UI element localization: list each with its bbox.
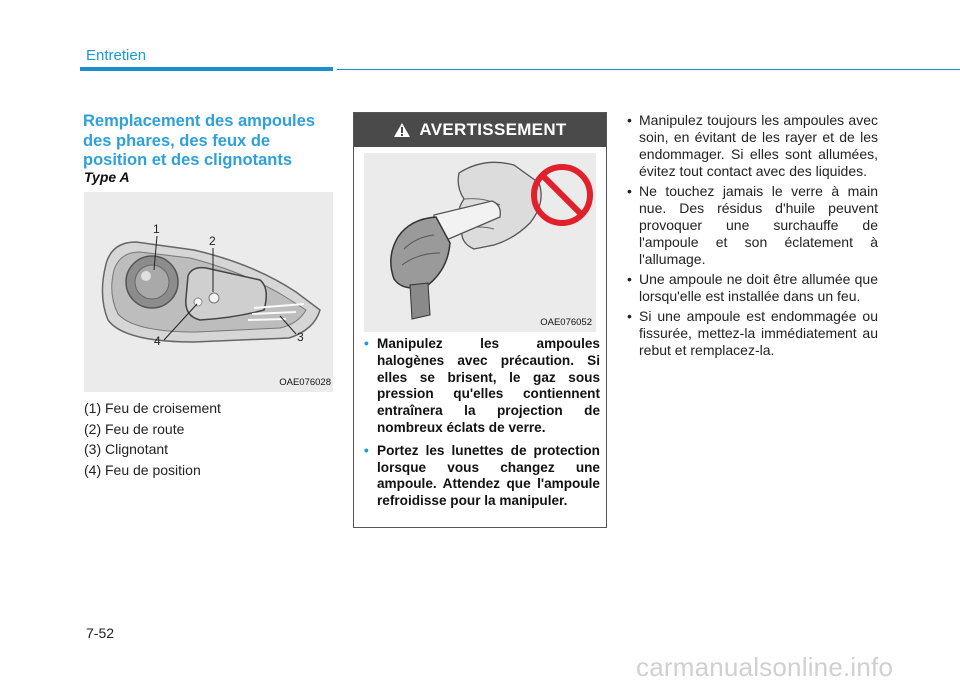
headlamp-figure (84, 192, 333, 392)
figure-code: OAE076052 (540, 317, 592, 328)
section-header: Entretien (86, 47, 147, 64)
legend-item: (3) Clignotant (84, 441, 169, 457)
warning-triangle-icon (393, 122, 411, 138)
precautions-list (626, 112, 878, 362)
bullet-icon: • (627, 112, 632, 128)
precaution-item (626, 308, 878, 359)
precaution-item (626, 183, 878, 268)
bullet-icon: • (627, 271, 632, 287)
legend-item: (2) Feu de route (84, 420, 185, 437)
header-rule (337, 69, 960, 70)
page-number: 7-52 (86, 625, 115, 641)
warning-list (364, 336, 600, 516)
warning-box (353, 112, 607, 528)
precaution-text: Manipulez toujours les ampoules avec soin, en évitant de les rayer et de les endommager. Si elles sont allumées, évitez tout contact avec des liquides. (639, 112, 878, 179)
legend-item: (1) Feu de croisement (84, 400, 221, 416)
header-rule-accent (80, 67, 333, 71)
headlamp-illustration (84, 192, 333, 392)
bulb-warning-figure (364, 153, 596, 332)
warning-header (354, 113, 606, 147)
legend-item: (4) Feu de position (84, 461, 201, 478)
warning-item (364, 336, 600, 437)
bullet-icon: • (364, 336, 369, 351)
warning-title: AVERTISSEMENT (419, 120, 567, 139)
precaution-item (626, 112, 878, 180)
precaution-text: Une ampoule ne doit être allumée que lorsqu'elle est installée dans un feu. (639, 271, 878, 304)
callout-2: 2 (209, 234, 216, 248)
precaution-item (626, 271, 878, 305)
precaution-text: Si une ampoule est endommagée ou fissurée, mettez-la immédiatement au rebut et remplacez-la. (639, 308, 878, 358)
warning-item-text: Portez les lunettes de protection lorsque vous changez une ampoule. Attendez que l'ampoule refroidisse pour la manipuler. (377, 442, 600, 509)
legend-list (84, 398, 221, 480)
section-title: Remplacement des ampoules des phares, des feux de position et des clignotants (83, 112, 315, 169)
bullet-icon: • (364, 442, 369, 458)
watermark: carmanualsonline.info (636, 652, 894, 682)
bulb-handling-illustration (364, 153, 596, 332)
warning-item-text: Manipulez les ampoules halogènes avec précaution. Si elles se brisent, le gaz sous pression qu'elles contiennent entraînera la projection de nombreux éclats de verre. (377, 336, 600, 435)
bulb-base (391, 217, 450, 288)
figure-code: OAE076028 (279, 377, 331, 388)
bullet-icon: • (627, 308, 632, 324)
callout-4: 4 (154, 334, 161, 348)
callout-1: 1 (153, 222, 160, 236)
subheading: Type A (84, 169, 130, 185)
warning-item (364, 443, 600, 510)
precaution-text: Ne touchez jamais le verre à main nue. Des résidus d'huile peuvent provoquer une surchauffe de l'ampoule et son éclatement à l'allumage. (639, 183, 878, 267)
bullet-icon: • (627, 183, 632, 199)
callout-3: 3 (297, 330, 304, 344)
